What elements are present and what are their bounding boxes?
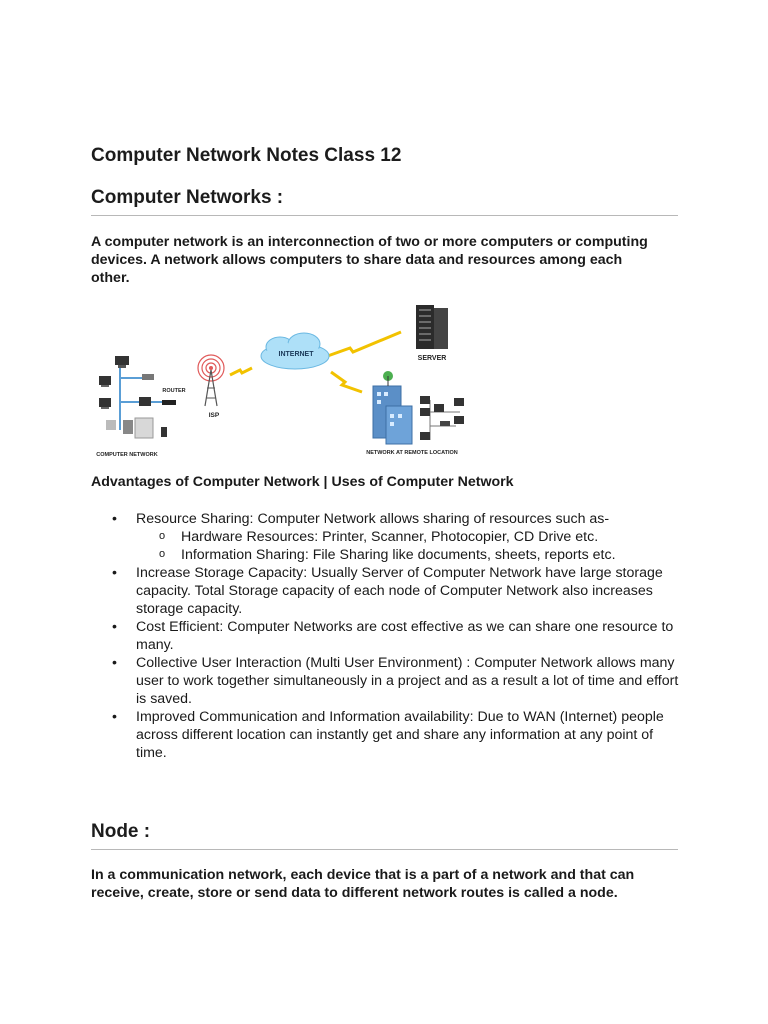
link-internet-remote	[331, 372, 362, 392]
server-icon	[416, 305, 448, 349]
list-item-text: Resource Sharing: Computer Network allows sharing of resources such as-	[136, 511, 610, 527]
section-heading-node: Node :	[91, 821, 151, 842]
remote-location-label: NETWORK AT REMOTE LOCATION	[366, 450, 458, 456]
networks-definition: A computer network is an interconnection of two or more computers or computing devices. A network allows computers to share data and resources among each other.	[91, 234, 648, 286]
list-item: • Collective User Interaction (Multi User Environment) : Computer Network allows many user to work together simultaneously in a project and as a result a lot of time and effort is saved.	[91, 654, 681, 708]
isp-tower-icon	[198, 355, 224, 406]
isp-label: ISP	[208, 412, 220, 419]
list-item: • Cost Efficient: Computer Networks are cost effective as we can share one resource to many.	[91, 618, 681, 654]
list-item: • Improved Communication and Information availability: Due to WAN (Internet) people across different location can instantly get and share any information at any point of time.	[91, 708, 681, 762]
server-label: SERVER	[417, 355, 447, 362]
sub-list-item: o Information Sharing: File Sharing like documents, sheets, reports etc.	[136, 546, 681, 564]
node-definition: In a communication network, each device that is a part of a network and that can receive, create, store or send data to different network routes is called a node.	[91, 867, 635, 901]
advantages-heading: Advantages of Computer Network | Uses of Computer Network	[91, 474, 514, 490]
link-isp-internet	[230, 368, 252, 375]
local-network-icon	[99, 356, 176, 438]
network-diagram	[90, 300, 475, 462]
advantages-list	[91, 510, 681, 762]
section-divider	[91, 215, 678, 216]
list-item: • Increase Storage Capacity: Usually Server of Computer Network have large storage capacity. Total Storage capacity of each node of Computer Network also increases storage capacity.	[91, 564, 681, 618]
internet-label: INTERNET	[278, 351, 314, 358]
sub-list	[136, 528, 681, 564]
section-divider	[91, 849, 678, 850]
page-title: Computer Network Notes Class 12	[91, 145, 402, 166]
computer-network-label: COMPUTER NETWORK	[96, 452, 158, 458]
list-item	[91, 510, 681, 564]
link-internet-server	[322, 332, 401, 358]
remote-network-icon	[373, 371, 464, 444]
router-label: ROUTER	[162, 388, 186, 394]
section-networks-header	[91, 187, 678, 216]
section-node-header	[91, 821, 678, 850]
sub-list-item: o Hardware Resources: Printer, Scanner, Photocopier, CD Drive etc.	[136, 528, 681, 546]
section-heading-networks: Computer Networks :	[91, 187, 284, 208]
